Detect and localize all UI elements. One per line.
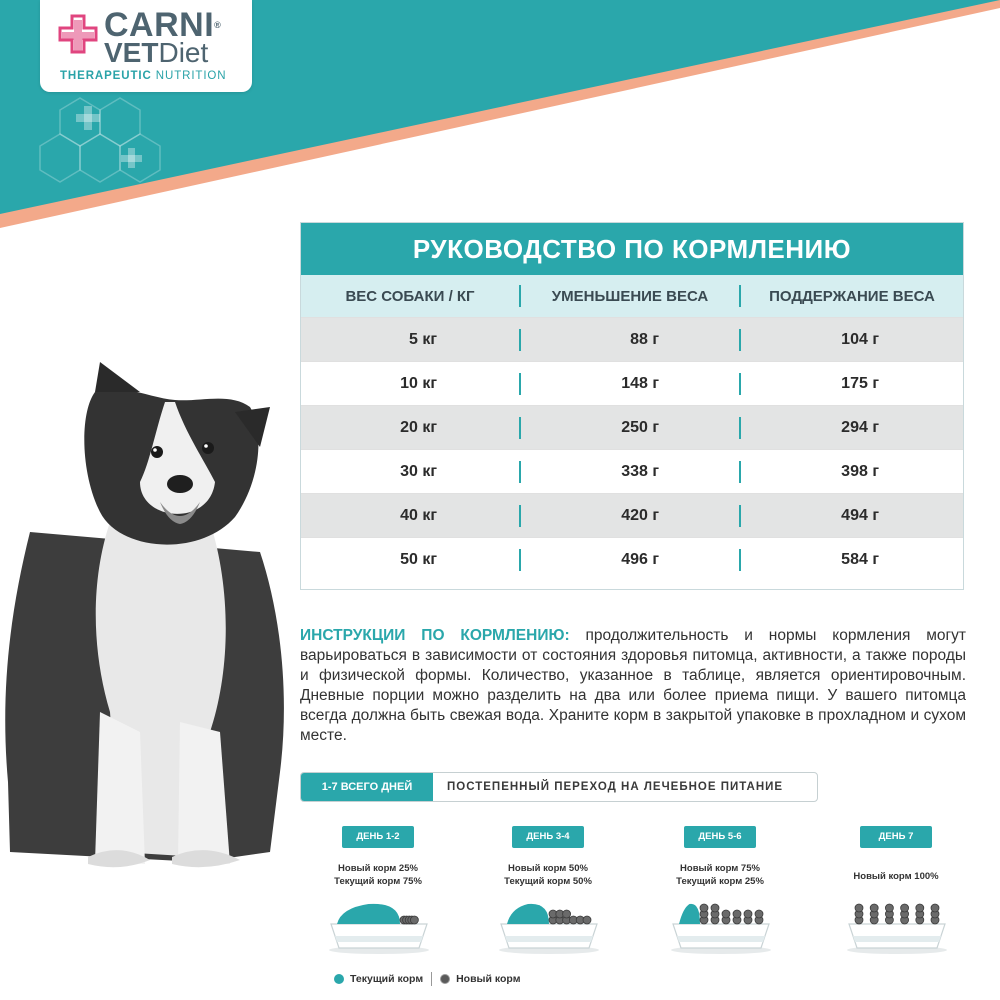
header-weight-maintenance: ПОДДЕРЖАНИЕ ВЕСА (769, 287, 935, 305)
logo-wordmark-carni: CARNI® (104, 6, 222, 44)
food-bowl-icon (497, 892, 601, 954)
stage-day-badge: ДЕНЬ 1-2 (342, 826, 414, 848)
cell-loss: 88 г (630, 330, 659, 348)
cell-maintenance: 294 г (841, 418, 879, 436)
transition-stage (303, 826, 453, 954)
transition-stage (645, 826, 795, 954)
cell-maintenance: 398 г (841, 462, 879, 480)
cell-loss: 496 г (621, 550, 659, 568)
feeding-instructions (300, 626, 966, 746)
table-row (301, 449, 963, 493)
feeding-guide-table (300, 222, 964, 590)
stage-mix-text: Новый корм 75% Текущий корм 25% (676, 863, 764, 887)
logo-wordmark-vetdiet: VETDiet (104, 37, 209, 68)
header-weight-loss: УМЕНЬШЕНИЕ ВЕСА (551, 287, 709, 305)
instructions-body: продолжительность и нормы кормления могут варьироваться в зависимости от состояния здоровья питомца, активности, а также породы и физической формы. Количество, указанное в таблице, является ориентировочным. Дневные порции можно разделить на два или более приема пищи. У вашего питомца всегда должна быть свежая вода. Храните корм в закрытой упаковке в прохладном и сухом месте. (300, 627, 966, 744)
stage-day-badge: ДЕНЬ 7 (860, 826, 932, 848)
cell-weight: 5 кг (409, 330, 438, 348)
stage-mix-text: Новый корм 25% Текущий корм 75% (334, 863, 422, 887)
transition-stage (473, 826, 623, 954)
stage-mix-text: Новый корм 50% Текущий корм 50% (504, 863, 592, 887)
cell-loss: 250 г (621, 418, 659, 436)
medical-cross-icon (58, 14, 98, 60)
logo-tagline: THERAPEUTIC NUTRITION (60, 70, 227, 82)
brand-logo (40, 0, 252, 92)
cell-weight: 30 кг (400, 462, 438, 480)
legend-new-label: Новый корм (456, 973, 521, 985)
cell-maintenance: 175 г (841, 374, 879, 392)
table-row (301, 405, 963, 449)
transition-stage (821, 826, 971, 954)
transition-title: ПОСТЕПЕННЫЙ ПЕРЕХОД НА ЛЕЧЕБНОЕ ПИТАНИЕ (447, 781, 784, 793)
cell-loss: 420 г (621, 506, 659, 524)
food-bowl-icon (327, 892, 431, 954)
cell-loss: 148 г (621, 374, 659, 392)
cell-maintenance: 104 г (841, 330, 879, 348)
transition-banner (300, 772, 818, 802)
cell-weight: 50 кг (400, 550, 438, 568)
instructions-lead: ИНСТРУКЦИИ ПО КОРМЛЕНИЮ: (300, 627, 570, 644)
transition-days-badge: 1-7 ВСЕГО ДНЕЙ (301, 773, 433, 801)
food-legend (334, 970, 520, 988)
table-row (301, 317, 963, 361)
cell-loss: 338 г (621, 462, 659, 480)
stage-mix-text: Новый корм 100% (853, 871, 939, 882)
cell-weight: 40 кг (400, 506, 438, 524)
food-bowl-icon (845, 892, 949, 954)
cell-weight: 10 кг (400, 374, 438, 392)
current-food-swatch-icon (334, 974, 344, 984)
table-header-row (301, 275, 963, 317)
table-title: РУКОВОДСТВО ПО КОРМЛЕНИЮ (301, 223, 963, 275)
food-bowl-icon (669, 892, 773, 954)
table-row (301, 361, 963, 405)
legend-divider (431, 972, 432, 986)
header-dog-weight: ВЕС СОБАКИ / КГ (345, 287, 475, 305)
stage-day-badge: ДЕНЬ 5-6 (684, 826, 756, 848)
cell-maintenance: 584 г (841, 550, 879, 568)
legend-current-label: Текущий корм (350, 973, 424, 985)
table-row (301, 493, 963, 537)
cell-maintenance: 494 г (841, 506, 879, 524)
stage-day-badge: ДЕНЬ 3-4 (512, 826, 584, 848)
dog-illustration (0, 352, 300, 882)
new-food-swatch-icon (440, 974, 450, 984)
table-row (301, 537, 963, 581)
cell-weight: 20 кг (400, 418, 438, 436)
